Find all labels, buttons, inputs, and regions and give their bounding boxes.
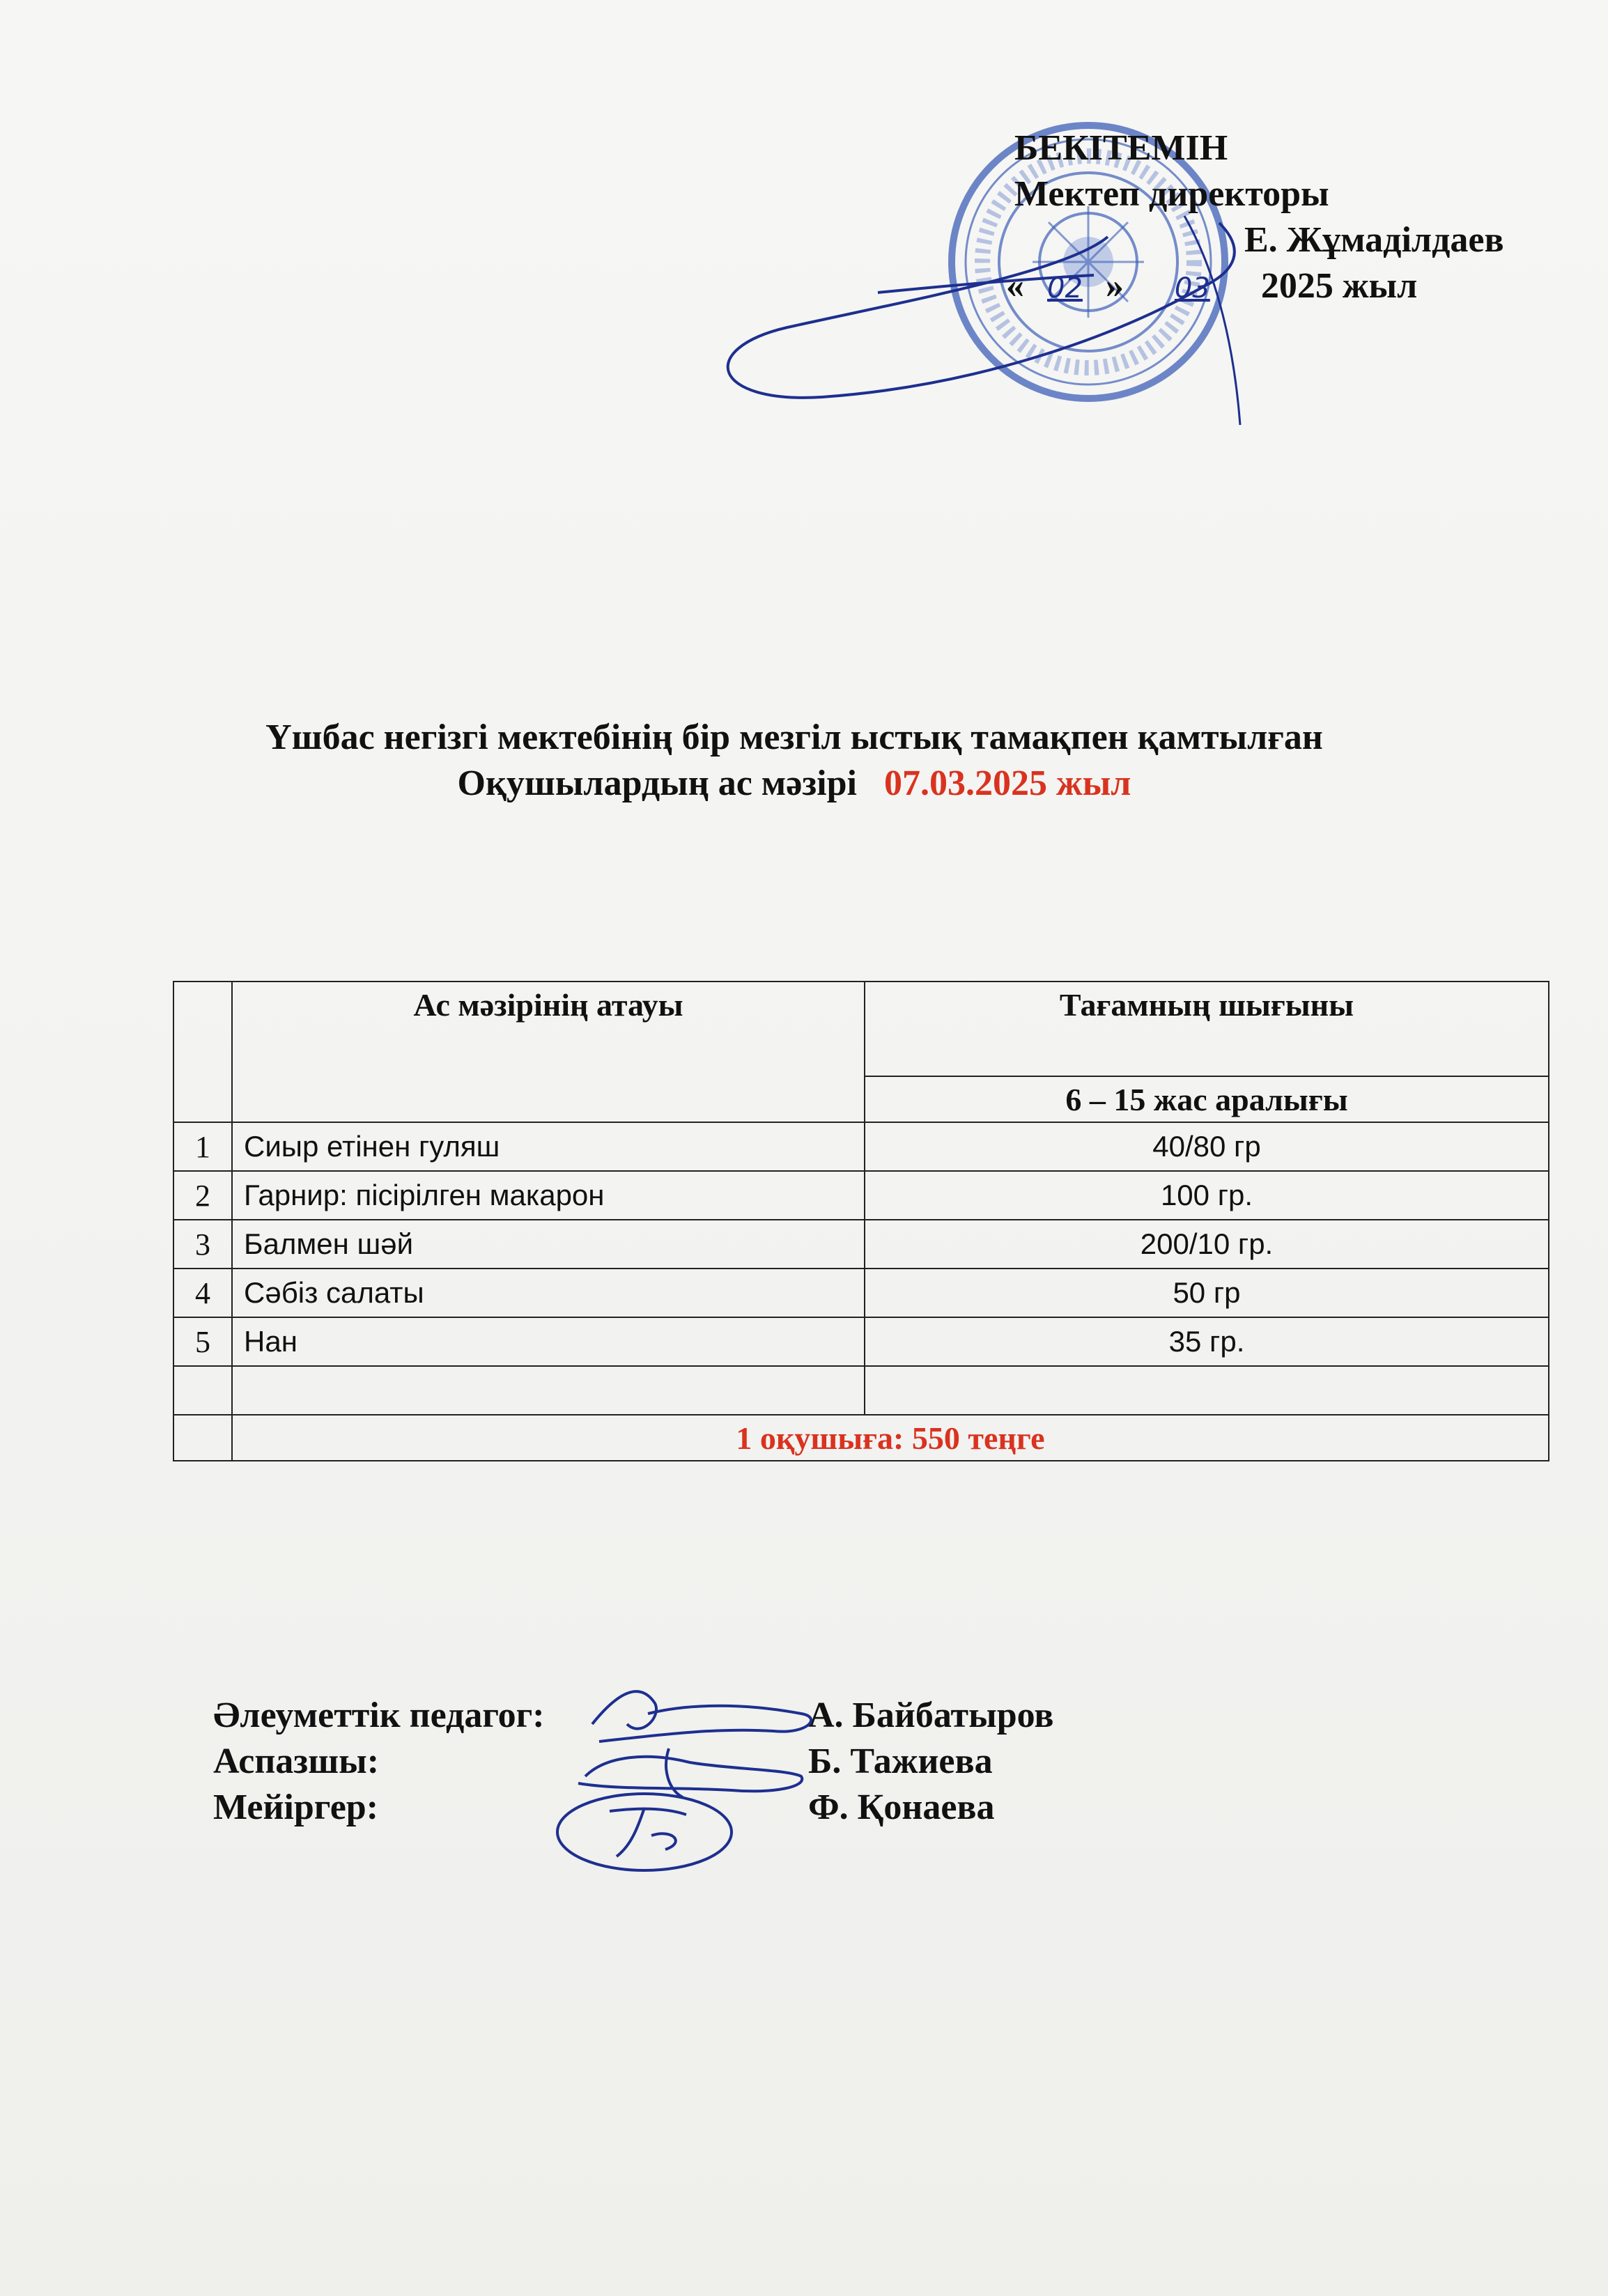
signer-name: А. Байбатыров <box>808 1696 1054 1735</box>
row-number: 5 <box>173 1317 232 1366</box>
header-number-cell <box>173 982 232 1122</box>
menu-title-line1: Үшбас негізгі мектебінің бір мезгіл ыстық тамақпен қамтылған <box>265 718 1323 757</box>
approval-month: 03 <box>1174 272 1210 304</box>
empty-row <box>173 1366 1549 1415</box>
menu-table <box>173 981 1549 1461</box>
table-row <box>173 1317 1549 1366</box>
signer-role: Әлеуметтік педагог: <box>213 1696 545 1735</box>
cost-per-student: 1 оқушыға: 550 теңге <box>232 1415 1549 1461</box>
approval-heading: БЕКІТЕМІН <box>1014 128 1228 168</box>
nurse-signature <box>547 1780 742 1877</box>
empty-cell <box>232 1366 865 1415</box>
date-close-quote: » <box>1105 266 1124 306</box>
director-position: Мектеп директоры <box>1014 174 1329 214</box>
table-row <box>173 1269 1549 1317</box>
dish-name: Гарнир: пісірілген макарон <box>232 1171 865 1220</box>
dish-amount: 35 гр. <box>865 1317 1549 1366</box>
dish-amount: 100 гр. <box>865 1171 1549 1220</box>
row-number: 3 <box>173 1220 232 1269</box>
date-open-quote: « <box>1006 266 1024 306</box>
dish-name: Сиыр етінен гуляш <box>232 1122 865 1171</box>
empty-cell <box>865 1366 1549 1415</box>
header-amount-text: Тағамның шығыны <box>1059 987 1354 1023</box>
dish-name: Нан <box>232 1317 865 1366</box>
signer-role: Аспазшы: <box>213 1742 380 1781</box>
header-dish-name-text: Ас мәзірінің атауы <box>413 987 683 1023</box>
row-number: 2 <box>173 1171 232 1220</box>
menu-title-prefix: Оқушылардың ас мәзірі <box>457 763 857 803</box>
menu-title-line2 <box>139 761 1449 807</box>
approval-year: 2025 жыл <box>1260 266 1418 306</box>
row-number: 1 <box>173 1122 232 1171</box>
dish-amount: 40/80 гр <box>865 1122 1549 1171</box>
menu-date: 07.03.2025 жыл <box>884 763 1131 803</box>
table-row <box>173 1122 1549 1171</box>
signer-name: Ф. Қонаева <box>808 1787 995 1827</box>
age-range-cell: 6 – 15 жас аралығы <box>865 1076 1549 1122</box>
signer-name: Б. Тажиева <box>808 1742 993 1781</box>
total-number-cell <box>173 1415 232 1461</box>
row-number: 4 <box>173 1269 232 1317</box>
table-row <box>173 1220 1549 1269</box>
empty-cell <box>173 1366 232 1415</box>
dish-amount: 50 гр <box>865 1269 1549 1317</box>
director-name: Е. Жұмаділдаев <box>1244 220 1504 260</box>
director-signature <box>704 209 1261 432</box>
table-row <box>173 1171 1549 1220</box>
header-dish-name <box>232 982 865 1122</box>
dish-name: Балмен шәй <box>232 1220 865 1269</box>
dish-name: Сәбіз салаты <box>232 1269 865 1317</box>
dish-amount: 200/10 гр. <box>865 1220 1549 1269</box>
approval-day: 02 <box>1047 272 1083 304</box>
signer-role: Мейіргер: <box>213 1787 379 1827</box>
header-amount <box>865 982 1549 1076</box>
